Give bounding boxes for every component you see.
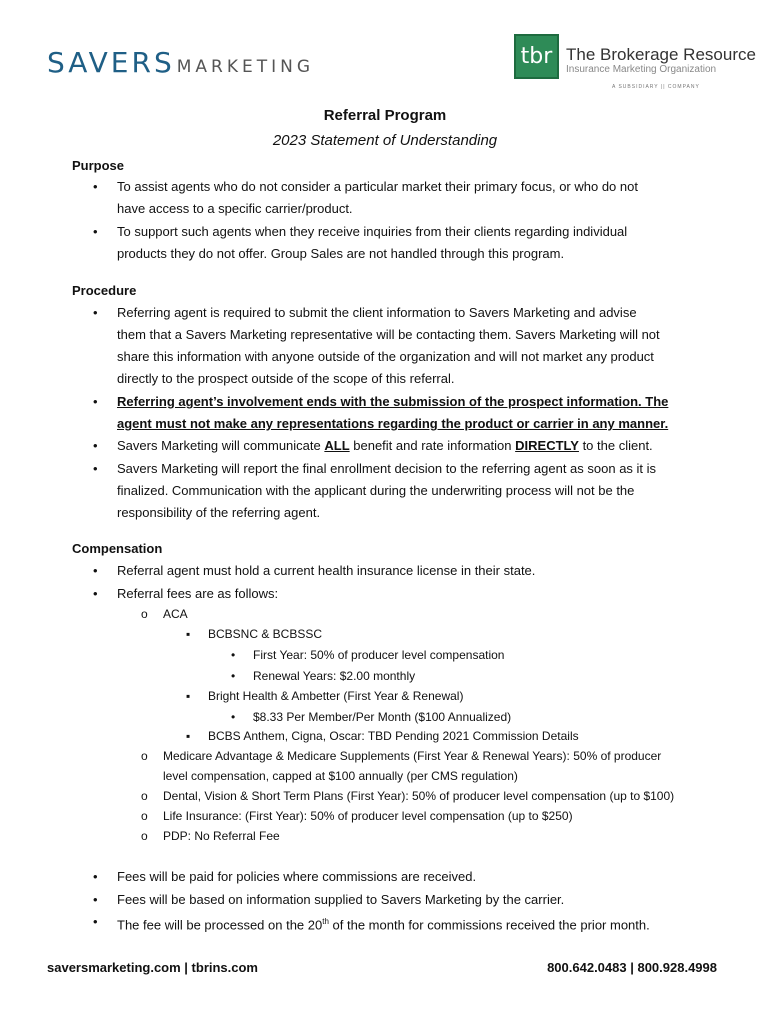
procedure-bullet-1-line-2: them that a Savers Marketing representative will be contacting them. Savers Marketing will not <box>117 327 660 342</box>
purpose-bullet-1-line-2: have access to a specific carrier/product. <box>117 201 353 216</box>
bullet-icon: • <box>231 648 236 662</box>
tbr-logo-box: tbr <box>514 34 559 79</box>
fee-bright-ambetter: Bright Health & Ambetter (First Year & Renewal) <box>208 689 464 703</box>
procedure-bullet-3 <box>117 435 653 458</box>
fee-note-3-pre: The fee will be processed on the 20 <box>117 917 323 933</box>
procedure-bullet-2-line-1: Referring agent’s involvement ends with the submission of the prospect information. The <box>117 394 669 409</box>
tbr-tagline: A SUBSIDIARY || COMPANY <box>612 84 700 90</box>
fee-aca: ACA <box>163 607 188 621</box>
savers-marketing-logo <box>47 46 314 79</box>
circle-bullet-icon: o <box>141 607 148 621</box>
fee-note-3 <box>117 911 650 937</box>
procedure-bullet-1-line-1: Referring agent is required to submit the client information to Savers Marketing and advise <box>117 305 637 320</box>
fee-note-2: Fees will be based on information supplied to Savers Marketing by the carrier. <box>117 892 565 907</box>
procedure-bullet-4-line-3: responsibility of the referring agent. <box>117 505 321 520</box>
emphasis-all: ALL <box>324 438 350 453</box>
purpose-bullet-1-line-1: To assist agents who do not consider a particular market their primary focus, or who do not <box>117 179 638 194</box>
logo-marketing-word: MARKETING <box>176 57 315 77</box>
compensation-bullet-license: Referral agent must hold a current health insurance license in their state. <box>117 563 536 578</box>
fee-dental-vision: Dental, Vision & Short Term Plans (First Year): 50% of producer level compensation (up to $100) <box>163 789 675 803</box>
tbr-name: The Brokerage Resource <box>566 45 756 64</box>
purpose-bullet-2-line-2: products they do not offer. Group Sales are not handled through this program. <box>117 246 565 261</box>
bullet-icon: • <box>93 892 98 907</box>
procedure-bullet-3-mid: benefit and rate information <box>349 438 516 453</box>
tbr-subtitle: Insurance Marketing Organization <box>566 64 717 75</box>
square-bullet-icon: ▪ <box>186 729 191 743</box>
bullet-icon: • <box>93 305 98 320</box>
bullet-icon: • <box>93 179 98 194</box>
circle-bullet-icon: o <box>141 789 148 803</box>
bullet-icon: • <box>231 710 236 724</box>
bullet-icon: • <box>93 586 98 601</box>
purpose-bullet-2-line-1: To support such agents when they receive inquiries from their clients regarding individual <box>117 224 628 239</box>
circle-bullet-icon: o <box>141 749 148 763</box>
procedure-bullet-2-line-2: agent must not make any representations regarding the product or carrier in any manner. <box>117 416 669 431</box>
procedure-bullet-3-pre: Savers Marketing will communicate <box>117 438 325 453</box>
fee-note-1: Fees will be paid for policies where commissions are received. <box>117 869 477 884</box>
procedure-bullet-1-line-3: share this information with anyone outside of the organization and will not market any product <box>117 349 654 364</box>
procedure-bullet-3-post: to the client. <box>578 438 653 453</box>
bullet-icon: • <box>231 669 236 683</box>
bullet-icon: • <box>93 394 98 409</box>
bullet-icon: • <box>93 461 98 476</box>
compensation-bullet-fees: Referral fees are as follows: <box>117 586 279 601</box>
fee-first-year: First Year: 50% of producer level compensation <box>253 648 505 662</box>
footer-websites: saversmarketing.com | tbrins.com <box>47 960 258 975</box>
fee-note-3-post: of the month for commissions received the prior month. <box>328 917 650 933</box>
bullet-icon: • <box>93 224 98 239</box>
fee-pmpm: $8.33 Per Member/Per Month ($100 Annualized) <box>253 710 512 724</box>
fee-note-3-sup: th <box>322 917 329 926</box>
bullet-icon: • <box>93 869 98 884</box>
procedure-bullet-4-line-2: finalized. Communication with the applicant during the underwriting process will not be the <box>117 483 635 498</box>
tbr-logo <box>514 34 756 79</box>
footer-phones: 800.642.0483 | 800.928.4998 <box>547 960 717 975</box>
fee-pdp: PDP: No Referral Fee <box>163 829 280 843</box>
fee-medicare-line-1: Medicare Advantage & Medicare Supplements (First Year & Renewal Years): 50% of producer <box>163 749 662 763</box>
fee-medicare-line-2: level compensation, capped at $100 annually (per CMS regulation) <box>163 769 518 783</box>
circle-bullet-icon: o <box>141 829 148 843</box>
fee-anthem-cigna-oscar: BCBS Anthem, Cigna, Oscar: TBD Pending 2021 Commission Details <box>208 729 579 743</box>
procedure-bullet-1-line-4: directly to the prospect outside of the scope of this referral. <box>117 371 455 386</box>
bullet-icon: • <box>93 563 98 578</box>
procedure-bullet-4-line-1: Savers Marketing will report the final enrollment decision to the referring agent as soon as it is <box>117 461 657 476</box>
fee-bcbs-nc-sc: BCBSNC & BCBSSC <box>208 627 323 641</box>
page-title: Referral Program <box>323 107 447 124</box>
bullet-icon: • <box>93 438 98 453</box>
purpose-heading: Purpose <box>72 158 125 173</box>
emphasis-directly: DIRECTLY <box>515 438 579 453</box>
circle-bullet-icon: o <box>141 809 148 823</box>
fee-life-insurance: Life Insurance: (First Year): 50% of producer level compensation (up to $250) <box>163 809 573 823</box>
bullet-icon: • <box>93 914 98 929</box>
logo-savers-word: SAVERS <box>47 46 175 79</box>
compensation-heading: Compensation <box>72 541 163 556</box>
page-subtitle: 2023 Statement of Understanding <box>272 132 498 149</box>
square-bullet-icon: ▪ <box>186 627 191 641</box>
procedure-heading: Procedure <box>72 283 137 298</box>
fee-renewal-years: Renewal Years: $2.00 monthly <box>253 669 416 683</box>
square-bullet-icon: ▪ <box>186 689 191 703</box>
